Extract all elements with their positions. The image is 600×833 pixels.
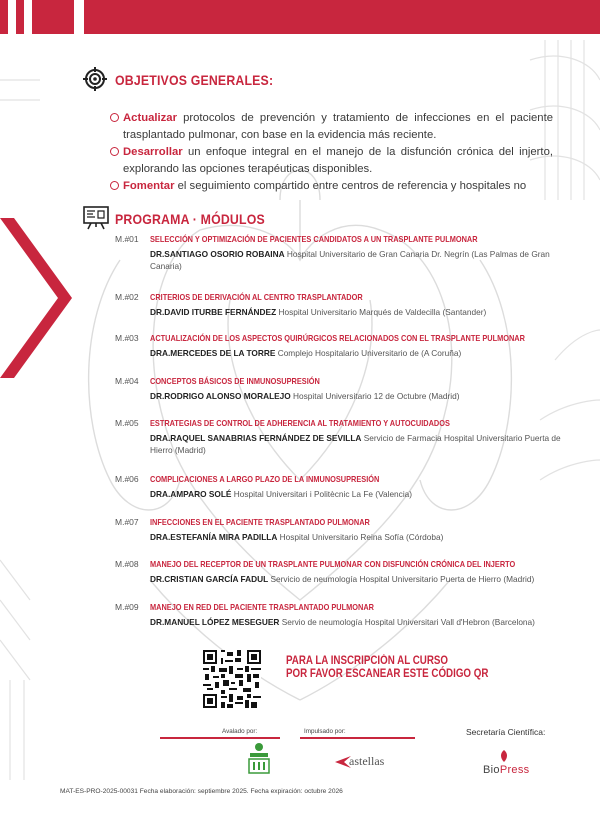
module-speaker: DR.CRISTIAN GARCÍA FADUL [150,574,269,584]
module-title: SELECCIÓN Y OPTIMIZACIÓN DE PACIENTES CANDIDATOS A UN TRASPLANTE PULMONAR [150,234,478,244]
module-title: ESTRATEGIAS DE CONTROL DE ADHERENCIA AL TRATAMIENTO Y AUTOCUIDADOS [150,418,450,428]
module-item [115,234,570,272]
module-affiliation: Hospital Universitario Reina Sofía (Córdoba) [277,532,444,542]
module-number: M.#04 [115,376,139,386]
objetivo-item [110,144,553,178]
medical-society-logo [248,742,270,774]
module-number: M.#07 [115,517,139,527]
impulsado-label: Impulsado por: [304,728,346,735]
biopress-bio: Bio [483,764,500,776]
module-title: INFECCIONES EN EL PACIENTE TRASPLANTADO PULMONAR [150,517,370,527]
header-band [84,0,600,34]
module-affiliation: Hospital Universitario Marqués de Valdecilla (Santander) [276,307,487,317]
module-speaker: DRA.MERCEDES DE LA TORRE [150,348,276,358]
module-speaker: DRA.ESTEFANÍA MIRA PADILLA [150,532,278,542]
module-title: COMPLICACIONES A LARGO PLAZO DE LA INMUNOSUPRESIÓN [150,474,380,484]
module-item [115,559,570,585]
qr-code-icon[interactable] [203,650,261,708]
qr-line-2: POR FAVOR ESCANEAR ESTE CÓDIGO QR [286,667,489,680]
biopress-logo-text [483,764,529,776]
divider [160,737,280,739]
objetivo-item [110,178,553,195]
objetivos-title: OBJETIVOS GENERALES: [115,72,274,88]
module-number: M.#08 [115,559,139,569]
module-item [115,474,570,500]
module-speaker: DRA.AMPARO SOLÉ [150,489,232,499]
module-title: CONCEPTOS BÁSICOS DE INMUNOSUPRESIÓN [150,376,320,386]
objetivo-text: un enfoque integral en el manejo de la disfunción crónica del injerto, explorando las opciones terapéuticas disponibles. [123,146,553,175]
footer-legal: MAT-ES-PRO-2025-00031 Fecha elaboración: septiembre 2025. Fecha expiración: octubre 2026 [60,788,343,795]
module-title: MANEJO DEL RECEPTOR DE UN TRASPLANTE PULMONAR CON DISFUNCIÓN CRÓNICA DEL INJERTO [150,559,516,569]
module-title: MANEJO EN RED DEL PACIENTE TRASPLANTADO PULMONAR [150,602,374,612]
module-title: CRITERIOS DE DERIVACIÓN AL CENTRO TRASPLANTADOR [150,292,363,302]
module-item [115,376,570,402]
circle-bullet-icon [110,147,119,156]
module-item [115,333,570,359]
module-speaker: DRA.RAQUEL SANABRIAS FERNÁNDEZ DE SEVILLA [150,433,362,443]
module-number: M.#03 [115,333,139,343]
module-affiliation: Hospital Universitario 12 de Octubre (Madrid) [290,391,460,401]
module-item [115,602,570,628]
module-number: M.#02 [115,292,139,302]
secretaria-label: Secretaría Científica: [466,727,546,737]
circle-bullet-icon [110,181,119,190]
module-title: ACTUALIZACIÓN DE LOS ASPECTOS QUIRÚRGICOS RELACIONADOS CON EL TRASPLANTE PULMONAR [150,333,525,343]
module-item [115,418,570,456]
module-item [115,292,570,318]
objetivos-list [110,110,553,195]
biopress-logo-icon [497,749,511,763]
module-speaker: DR.SANTIAGO OSORIO ROBAINA [150,249,285,259]
objetivo-keyword: Actualizar [123,112,177,124]
qr-line-1: PARA LA INSCRIPCIÓN AL CURSO [286,655,449,667]
module-number: M.#06 [115,474,139,484]
programa-title: PROGRAMA · MÓDULOS [115,211,265,227]
header-stripe [0,0,8,34]
module-number: M.#01 [115,234,139,244]
objetivo-text: protocolos de prevención y tratamiento de infecciones en el paciente trasplantado pulmonar, con base en la evidencia más reciente. [123,112,553,141]
module-speaker: DR.DAVID ITURBE FERNÁNDEZ [150,307,277,317]
divider [300,737,415,739]
top-header-bar [0,0,600,34]
objetivo-keyword: Desarrollar [123,146,183,158]
objetivo-item [110,110,553,144]
module-speaker: DR.MANUEL LÓPEZ MESEGUER [150,617,280,627]
chevron-right-icon [0,218,72,378]
target-icon [83,67,107,91]
astellas-logo-text: astellas [349,754,385,768]
module-affiliation: Servicio de Farmacia Hospital Universitario Puerta de Hierro (Madrid) [150,433,561,455]
module-affiliation: Complejo Hospitalario Universitario de (A Coruña) [275,348,462,358]
module-affiliation: Hospital Universitari i Politècnic La Fe (Valencia) [231,489,413,499]
module-item [115,517,570,543]
module-affiliation: Servicio de neumología Hospital Universitario Puerta de Hierro (Madrid) [268,574,535,584]
avalado-label: Avalado por: [222,728,258,735]
module-speaker: DR.RODRIGO ALONSO MORALEJO [150,391,291,401]
presentation-board-icon [83,206,109,230]
header-stripe [32,0,74,34]
module-number: M.#05 [115,418,139,428]
module-number: M.#09 [115,602,139,612]
biopress-press: Press [499,764,530,776]
qr-instructions [286,655,488,680]
module-affiliation: Servio de neumología Hospital Universitari Vall d'Hebron (Barcelona) [279,617,535,627]
module-affiliation: Hospital Universitario de Gran Canaria Dr. Negrín (Las Palmas de Gran Canaria) [150,249,550,271]
header-stripe [16,0,24,34]
circle-bullet-icon [110,113,119,122]
objetivo-text: el seguimiento compartido entre centros de referencia y hospitales no [174,180,527,192]
objetivo-keyword: Fomentar [123,180,175,192]
